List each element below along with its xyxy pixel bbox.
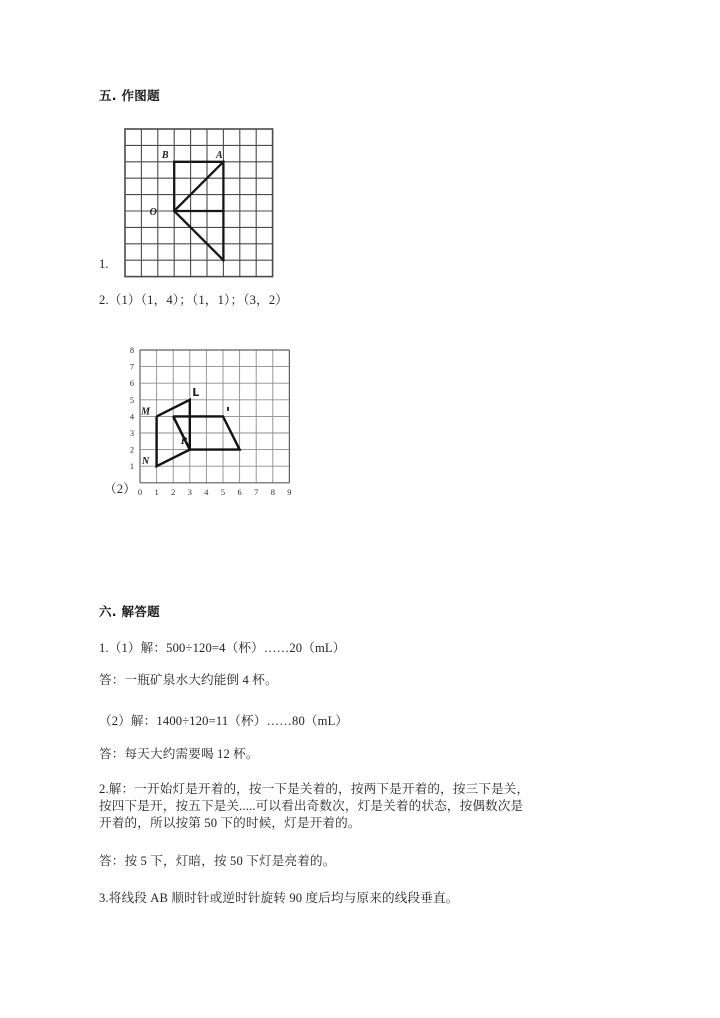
answer-line-1-1-reply: 答：一瓶矿泉水大约能倒 4 杯。	[99, 673, 278, 687]
svg-text:5: 5	[129, 395, 134, 405]
answer-paragraph-2-line-2: 按四下是开，按五下是关.....可以看出奇数次，灯是关着的状态，按偶数次是	[99, 799, 524, 813]
svg-text:3: 3	[187, 487, 192, 497]
answer-line-1-2: （2）解：1400÷120=11（杯）……80（mL）	[99, 714, 349, 728]
svg-text:0: 0	[137, 487, 143, 497]
answer-line-2-reply: 答：按 5 下，灯暗，按 50 下灯是亮着的。	[99, 854, 336, 868]
svg-text:8: 8	[129, 346, 134, 355]
svg-text:N: N	[141, 456, 150, 468]
item-2-coordinates: 2.（1）（1，4）；（1，1）；（3，2）	[99, 293, 289, 307]
svg-text:6: 6	[129, 379, 134, 389]
section-heading-six: 六. 解答题	[99, 604, 160, 619]
svg-text:M: M	[141, 406, 151, 418]
svg-text:2: 2	[129, 445, 134, 455]
svg-text:7: 7	[129, 362, 134, 372]
svg-text:7: 7	[254, 487, 259, 497]
svg-text:P: P	[180, 435, 187, 447]
section-heading-five: 五. 作图题	[99, 88, 160, 103]
svg-text:L: L	[192, 385, 200, 399]
answer-line-1-1: 1.（1）解：500÷120=4（杯）……20（mL）	[99, 641, 346, 655]
svg-text:6: 6	[237, 487, 242, 497]
svg-text:3: 3	[129, 429, 134, 438]
grid-figure-2	[118, 344, 297, 503]
svg-text:4: 4	[204, 487, 209, 497]
item-1-label: 1.	[99, 257, 109, 271]
answer-line-1-2-reply: 答：每天大约需要喝 12 杯。	[99, 747, 259, 761]
svg-text:1: 1	[154, 487, 159, 497]
svg-text:A: A	[215, 150, 223, 162]
svg-text:B: B	[161, 150, 169, 162]
svg-text:4: 4	[129, 412, 134, 422]
grid-figure-1	[124, 128, 274, 278]
svg-text:O: O	[149, 207, 157, 219]
svg-text:1: 1	[129, 462, 134, 472]
svg-text:5: 5	[220, 487, 226, 497]
svg-text:8: 8	[270, 487, 275, 497]
answer-line-3: 3.将线段 AB 顺时针或逆时针旋转 90 度后均与原来的线段垂直。	[99, 891, 459, 905]
answer-paragraph-2-line-1: 2.解：一开始灯是开着的，按一下是关着的，按两下是开着的，按三下是关，	[99, 782, 530, 796]
svg-text:9: 9	[287, 487, 292, 497]
answer-paragraph-2-line-3: 开着的，所以按第 50 下的时候，灯是开着的。	[99, 816, 361, 830]
item-2-sub-label: （2）	[104, 482, 136, 496]
svg-text:2: 2	[171, 487, 176, 497]
